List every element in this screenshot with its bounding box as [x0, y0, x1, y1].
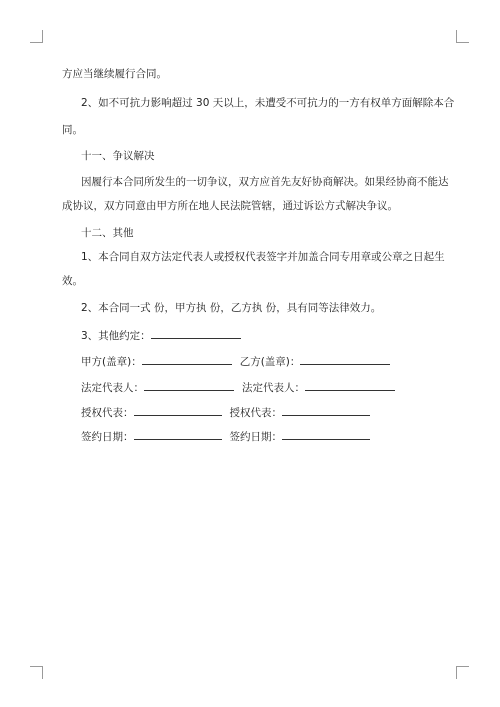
paragraph-line: 1、本合同自双方法定代表人或授权代表签字并加盖合同专用章或公章之日起生	[81, 251, 445, 263]
paragraph-line: 同。	[62, 124, 83, 136]
corner-mark-bottom-left	[30, 666, 43, 679]
paragraph-line: 因履行本合同所发生的一切争议，双方应首先友好协商解决。如果经协商不能达	[81, 176, 449, 188]
corner-mark-top-right	[456, 30, 469, 43]
party-a-date-label: 签约日期：	[81, 431, 134, 443]
party-a-rep-blank	[144, 379, 234, 391]
party-a-rep-label: 法定代表人：	[81, 382, 144, 394]
signature-row-date	[81, 428, 370, 444]
party-a-seal-blank	[142, 353, 232, 365]
party-b-date-blank	[282, 428, 370, 440]
corner-mark-bottom-right	[456, 666, 469, 679]
section-heading-other: 十二、其他	[81, 227, 134, 239]
party-b-seal-label: 乙方(盖章)：	[239, 356, 301, 368]
party-b-auth-blank	[282, 404, 370, 416]
paragraph-line: 2、如不可抗力影响超过 30 天以上，未遭受不可抗力的一方有权单方面解除本合	[81, 97, 455, 109]
other-terms-blank	[151, 327, 241, 339]
paragraph-line: 成协议，双方同意由甲方所在地人民法院管辖，通过诉讼方式解决争议。	[62, 200, 398, 212]
signature-row-rep	[81, 379, 395, 395]
corner-mark-top-left	[30, 30, 43, 43]
party-a-date-blank	[134, 428, 222, 440]
party-a-auth-label: 授权代表：	[81, 407, 134, 419]
paragraph-line: 效。	[62, 275, 83, 287]
party-b-rep-label: 法定代表人：	[242, 382, 305, 394]
party-b-rep-blank	[305, 379, 395, 391]
signature-row-party	[81, 353, 390, 369]
party-a-seal-label: 甲方(盖章)：	[81, 356, 142, 368]
paragraph-line: 2、本合同一式 份，甲方执 份，乙方执 份，具有同等法律效力。	[81, 302, 382, 314]
other-terms-row	[81, 327, 241, 343]
party-b-date-label: 签约日期：	[229, 431, 282, 443]
party-a-auth-blank	[134, 404, 222, 416]
party-b-seal-blank	[300, 353, 390, 365]
paragraph-line: 方应当继续履行合同。	[62, 68, 167, 80]
signature-row-auth	[81, 404, 370, 420]
other-terms-label: 3、其他约定：	[81, 330, 151, 342]
party-b-auth-label: 授权代表：	[229, 407, 282, 419]
section-heading-dispute: 十一、争议解决	[81, 150, 155, 162]
